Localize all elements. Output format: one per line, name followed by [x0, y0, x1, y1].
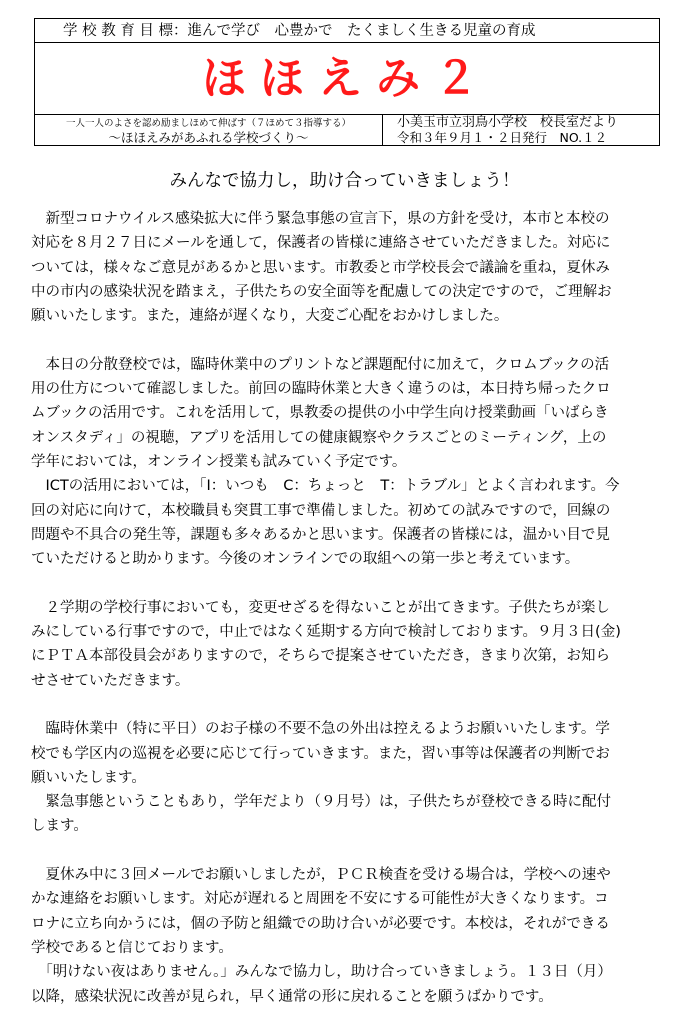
article-body [31, 207, 671, 1009]
paragraph: ICTの活用においては，「I：いつも C：ちょっと T：トラブル」とよく言われます。今 回の対応に向けて，本校職員も突貫工事で準備しました。初めての試みですので，回線の 問題や不具合の発生等，課題も多々あるかと思います。保護者の皆様には，温かい目で見 ていただけると助かります。今後のオンラインでの取組への第一歩と考えています。 [31, 478, 620, 568]
newsletter-header [34, 18, 660, 146]
motto-sub: ～ほほえみがあふれる学校づくり～ [108, 130, 309, 145]
paragraph: ２学期の学校行事においても，変更せざるを得ないことが出てきます。子供たちが楽し みにしている行事ですので，中止ではなく延期する方向で検討しております。９月３日(金) にＰＴＡ本部役員会がありますので，そちらで提案させていただき，きまり次第，お知ら せさせていただきます。 [31, 599, 621, 689]
paragraph: 新型コロナウイルス感染拡大に伴う緊急事態の宣言下，県の方針を受け，本市と本校の 対応を８月２７日にメールを通して，保護者の皆様に連絡させていただきました。対応に ついては，様々なご意見があるかと思います。市教委と市学校長会で議論を重ね，夏休み 中の市内の感染状況を踏まえ，子供たちの安全面等を配慮しての決定ですので，ご理解お 願いいたします。また，連絡が遅くなり，大変ご心配をおかけしました。 [31, 211, 612, 325]
issue-date: 令和３年９月１・２日発行 NO.１２ [397, 130, 608, 145]
headline: みんなで協力し，助け合っていきましょう！ [169, 171, 520, 191]
paragraph: 臨時休業中（特に平日）のお子様の不要不急の外出は控えるようお願いいたします。学 校でも学区内の巡視を必要に応じて行っていきます。また，習い事等は保護者の判断でお 願いいたします。 [31, 721, 610, 786]
title-row [35, 43, 659, 115]
paragraph: 本日の分散登校では，臨時休業中のプリントなど課題配付に加えて，クロムブックの活 用の仕方について確認しました。前回の臨時休業と大きく違うのは，本日持ち帰ったクロ ムブックの活用です。これを活用して，県教委の提供の小中学生向け授業動画「いばらき オンスタディ」の視聴，アプリを活用しての健康観察やクラスごとのミーティング，上の 学年においては，オンライン授業も試みていく予定です。 [31, 356, 611, 470]
paragraph: 緊急事態ということもあり，学年だより（９月号）は，子供たちが登校できる時に配付 します。 [31, 794, 611, 835]
issue-info [383, 115, 659, 145]
school-goal: 学 校 教 育 目 標：進んで学び 心豊かで たくましく生きる児童の育成 [35, 19, 659, 43]
motto: 一人一人のよさを認め励ましほめて伸ばす（７ほめて３指導する） [65, 118, 351, 129]
newsletter-title: ほほえみ２ [202, 53, 492, 104]
motto-box [35, 115, 383, 145]
paragraph: 夏休み中に３回メールでお願いしましたが，ＰＣＲ検査を受ける場合は，学校への速や かな連絡をお願いします。対応が遅れると周囲を不安にする可能性が大きくなります。コ ロナに立ち向かうには，個の予防と組織での助け合いが必要です。本校は，それができる 学校であると信じております。 [31, 867, 611, 956]
school-name: 小美玉市立羽鳥小学校 校長室だより [397, 115, 619, 130]
paragraph: 「明けない夜はありません。」みんなで協力し，助け合っていきましょう。１３日（月） 以降，感染状況に改善が見られ，早く通常の形に戻れることを願うばかりです。 [31, 964, 612, 1005]
